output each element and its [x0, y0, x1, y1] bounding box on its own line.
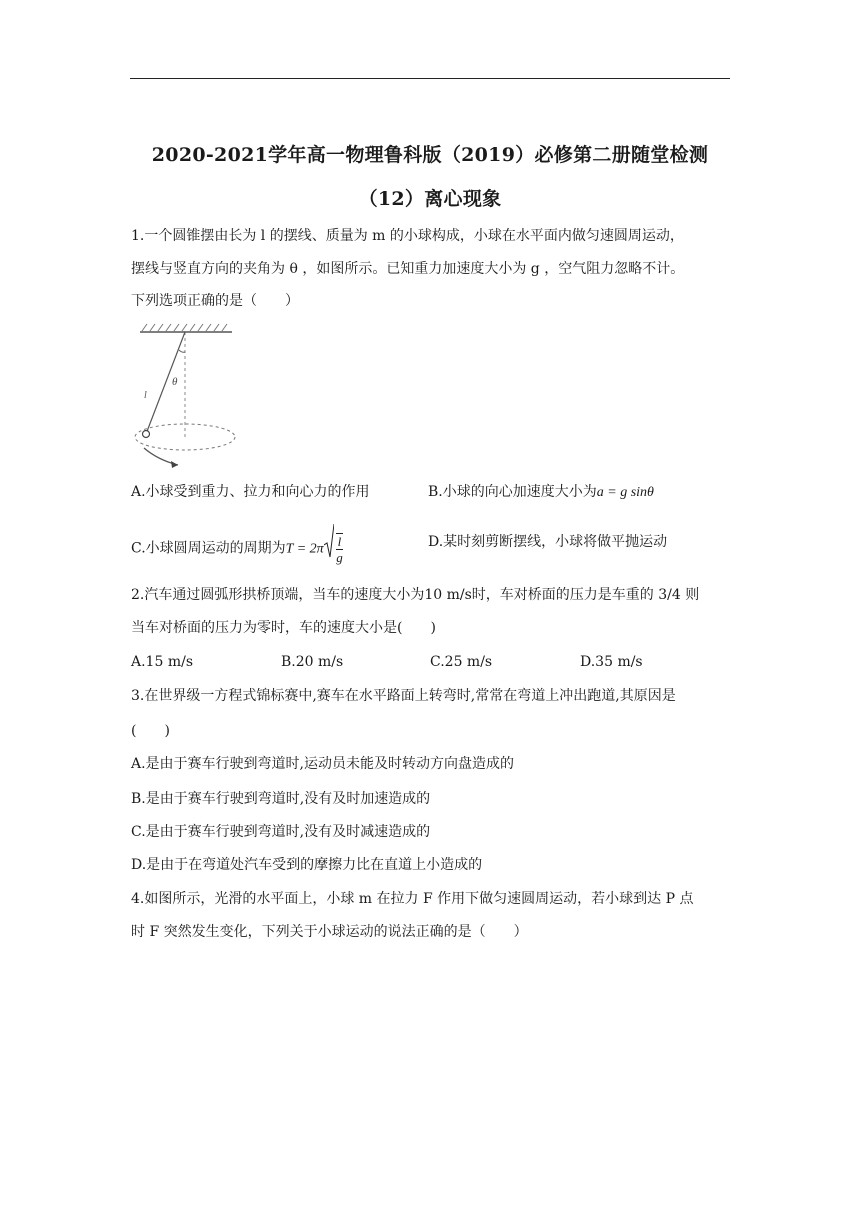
fraction-denominator: g	[336, 549, 343, 565]
document-subtitle: （12）离心现象	[358, 188, 502, 210]
q3-option-d: D.是由于在弯道处汽车受到的摩擦力比在直道上小造成的	[131, 857, 483, 873]
q1-option-c-fraction	[336, 533, 344, 565]
q1-option-c-text: C.小球圆周运动的周期为	[131, 540, 286, 557]
q3-stem-line2: ( )	[131, 723, 170, 739]
sqrt-sign	[324, 523, 334, 574]
q1-stem-line2: 摆线与竖直方向的夹角为 θ ，如图所示。已知重力加速度大小为 g ，空气阻力忽略不计。	[131, 261, 685, 277]
q1-option-b-formula: a = g sinθ	[596, 485, 654, 500]
length-label: l	[144, 390, 147, 401]
document-title: 2020-2021学年高一物理鲁科版（2019）必修第二册随堂检测	[151, 144, 709, 166]
q1-stem-line1: 1.一个圆锥摆由长为 l 的摆线、质量为 m 的小球构成，小球在水平面内做匀速圆周运动，	[131, 228, 684, 244]
q4-stem-line2: 时 F 突然发生变化，下列关于小球运动的说法正确的是（ ）	[131, 924, 528, 940]
q1-option-c-formula: T = 2π	[285, 541, 324, 557]
q1-option-b-text: B.小球的向心加速度大小为	[428, 484, 597, 500]
q1-option-d: D.某时刻剪断摆线，小球将做平抛运动	[428, 534, 668, 550]
conical-pendulum-figure	[134, 320, 244, 472]
theta-label: θ	[172, 376, 178, 388]
q3-stem-line1: 3.在世界级一方程式锦标赛中,赛车在水平路面上转弯时,常常在弯道上冲出跑道,其原因是	[131, 688, 676, 704]
q2-option-b: B.20 m/s	[281, 654, 344, 670]
q1-stem-line3: 下列选项正确的是（ ）	[131, 293, 299, 309]
q2-option-d: D.35 m/s	[580, 654, 643, 670]
q3-option-a: A.是由于赛车行驶到弯道时,运动员未能及时转动方向盘造成的	[131, 756, 515, 772]
q2-option-c: C.25 m/s	[430, 654, 493, 670]
q1-option-a: A.小球受到重力、拉力和向心力的作用	[131, 484, 370, 500]
q2-stem-line1: 2.汽车通过圆弧形拱桥顶端，当车的速度大小为10 m/s时，车对桥面的压力是车重的 3/4 则	[131, 587, 700, 603]
q2-option-a: A.15 m/s	[131, 654, 194, 670]
q2-stem-line2: 当车对桥面的压力为零时，车的速度大小是( )	[131, 620, 436, 636]
fraction-numerator: l	[337, 533, 342, 549]
header-rule	[130, 78, 730, 79]
q1-option-c	[131, 523, 343, 574]
q1-option-b	[428, 482, 654, 503]
q4-stem-line1: 4.如图所示，光滑的水平面上，小球 m 在拉力 F 作用下做匀速圆周运动，若小球到达 P 点	[131, 891, 694, 907]
q3-option-c: C.是由于赛车行驶到弯道时,没有及时减速造成的	[131, 824, 431, 840]
q3-option-b: B.是由于赛车行驶到弯道时,没有及时加速造成的	[131, 791, 431, 807]
